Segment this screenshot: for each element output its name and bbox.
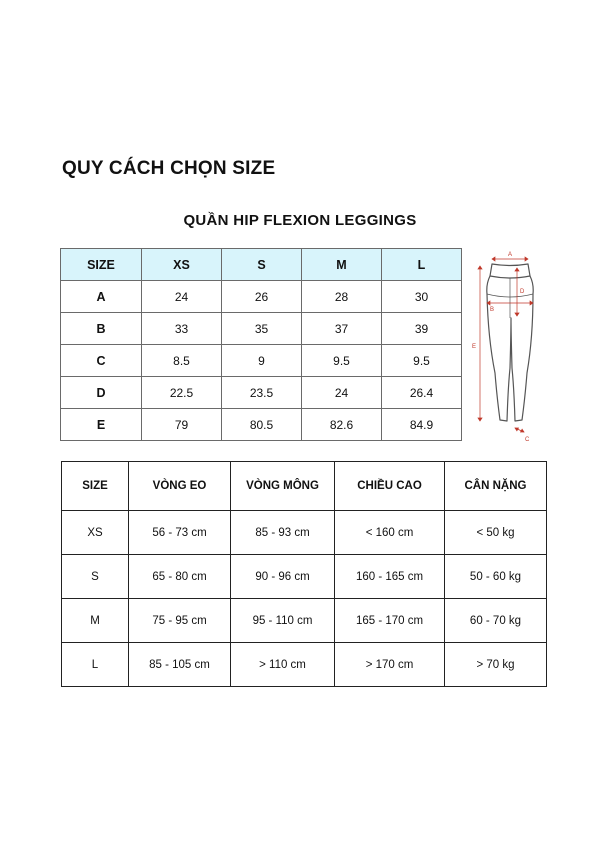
cell: 39 (382, 313, 462, 345)
header-s: S (222, 249, 302, 281)
table-row (61, 313, 462, 345)
table-row (61, 345, 462, 377)
cell: 33 (142, 313, 222, 345)
cell: 26 (222, 281, 302, 313)
table-row (62, 555, 547, 599)
product-title: QUẦN HIP FLEXION LEGGINGS (183, 212, 417, 229)
header-height: CHIỀU CAO (335, 462, 445, 511)
dimension-label-a: A (508, 252, 513, 258)
cell: 8.5 (142, 345, 222, 377)
cell: 9.5 (382, 345, 462, 377)
row-label: B (61, 313, 142, 345)
cell-height: < 160 cm (335, 511, 445, 555)
table-row (62, 599, 547, 643)
cell-weight: 50 - 60 kg (445, 555, 547, 599)
dimension-label-e: E (472, 344, 477, 350)
leggings-diagram (470, 248, 550, 444)
cell: 22.5 (142, 377, 222, 409)
cell-height: 165 - 170 cm (335, 599, 445, 643)
cell-hip: > 110 cm (231, 643, 335, 687)
cell-size: L (62, 643, 129, 687)
cell-size: XS (62, 511, 129, 555)
header-size: SIZE (62, 462, 129, 511)
cell: 28 (302, 281, 382, 313)
cell: 23.5 (222, 377, 302, 409)
fit-header-row (62, 462, 547, 511)
cell-weight: > 70 kg (445, 643, 547, 687)
cell: 26.4 (382, 377, 462, 409)
cell-hip: 90 - 96 cm (231, 555, 335, 599)
cell: 30 (382, 281, 462, 313)
measurement-table (60, 248, 462, 441)
cell-size: M (62, 599, 129, 643)
row-label: D (61, 377, 142, 409)
table-row (62, 643, 547, 687)
dimension-label-b: B (490, 307, 495, 313)
header-m: M (302, 249, 382, 281)
measurement-header-row (61, 249, 462, 281)
header-weight: CÂN NẶNG (445, 462, 547, 511)
cell-height: > 170 cm (335, 643, 445, 687)
cell: 9.5 (302, 345, 382, 377)
row-label: C (61, 345, 142, 377)
cell-waist: 75 - 95 cm (129, 599, 231, 643)
table-row (61, 281, 462, 313)
table-row (61, 377, 462, 409)
header-xs: XS (142, 249, 222, 281)
header-l: L (382, 249, 462, 281)
cell-waist: 65 - 80 cm (129, 555, 231, 599)
cell: 82.6 (302, 409, 382, 441)
cell-hip: 85 - 93 cm (231, 511, 335, 555)
header-hip: VÒNG MÔNG (231, 462, 335, 511)
cell: 80.5 (222, 409, 302, 441)
header-size: SIZE (61, 249, 142, 281)
dimension-label-c: C (525, 437, 530, 443)
header-waist: VÒNG EO (129, 462, 231, 511)
table-row (61, 409, 462, 441)
leggings-outline-icon (487, 264, 533, 421)
cell-waist: 56 - 73 cm (129, 511, 231, 555)
cell: 24 (302, 377, 382, 409)
page-title: QUY CÁCH CHỌN SIZE (62, 158, 276, 179)
dimension-lines (478, 257, 533, 432)
cell-hip: 95 - 110 cm (231, 599, 335, 643)
dimension-label-d: D (520, 289, 525, 295)
fit-table (61, 461, 547, 687)
cell-weight: < 50 kg (445, 511, 547, 555)
cell: 37 (302, 313, 382, 345)
table-row (62, 511, 547, 555)
row-label: A (61, 281, 142, 313)
cell: 79 (142, 409, 222, 441)
cell-height: 160 - 165 cm (335, 555, 445, 599)
cell: 84.9 (382, 409, 462, 441)
cell: 35 (222, 313, 302, 345)
row-label: E (61, 409, 142, 441)
cell: 24 (142, 281, 222, 313)
cell-weight: 60 - 70 kg (445, 599, 547, 643)
cell-waist: 85 - 105 cm (129, 643, 231, 687)
cell-size: S (62, 555, 129, 599)
cell: 9 (222, 345, 302, 377)
